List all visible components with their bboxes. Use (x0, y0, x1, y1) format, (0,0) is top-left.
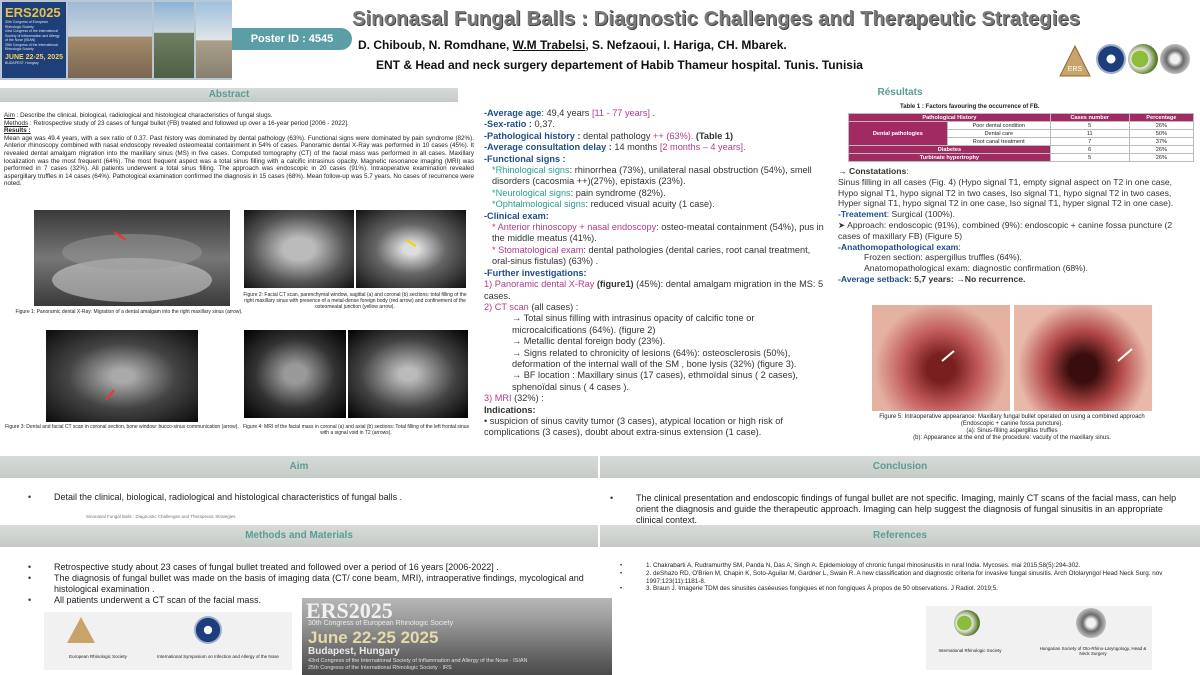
figure-4a-mri (244, 330, 346, 418)
inv2-b: → Metallic dental foreign body (23%). (512, 336, 666, 347)
results-right-column: → Constatations: Sinus filling in all cases (Fig. 4) (Hypo signal T1, empty signal aspect on T2 in one case, Hypo signal T1, hypo signal T2 in two cases, Iso signal T1, hypo signal T2 in two cases, Hyper signal T1, hypo signal T2 in one case, Iso signal T1, hyper signal T2 in one case). -Treatement: Surgical (100%). ➤ Approach: endoscopic (91%), combined (9%): endoscopic + canine fossa puncture (2 cases of maxillary FB) (Figure 5) -Anathomopathological exam: Frozen section: aspergillus truffles (64%). Anatomopathological exam: diagnostic confirmation (68%). -Average setback: 5,7 years: →No recurrence. (838, 166, 1194, 285)
aim-heading: Aim (0, 456, 598, 478)
figure-5-caption: Figure 5: Intraoperative appearance: Maxillary fungal bullet operated on using a combined approach (Endoscopic + canine fossa puncture). (a): Sinus-filling aspergillus truffles (b): Appearance at the end of the procedure: vacuity of the maxillary sinus. (879, 414, 1145, 441)
table-cell-label: Dental care (947, 130, 1050, 138)
logo-caption-isian: International Symposium on Infection and Allergy of the Nose (157, 654, 279, 659)
table-cell-pct: 50% (1129, 130, 1193, 138)
ers-logo-name: ERS2025 (5, 5, 61, 20)
table-cell-pct: 26% (1129, 154, 1193, 162)
hungarian-orl-logo (1160, 44, 1190, 74)
table-cell-label: Poor dental condition (947, 122, 1050, 130)
irs-icon (954, 610, 980, 636)
reference-item: • 1. Chakrabarti A, Rudramurthy SM, Panda N, Das A, Singh A. Epidemiology of chronic fungal rhinosinusitis in rural India. Mycoses. mai 2015;58(5):294-302. (612, 562, 1196, 570)
references-list (612, 562, 1196, 593)
path-table-ref: (Table 1) (693, 130, 734, 141)
table-cell-label: Root canal treatment (947, 138, 1050, 146)
ers-triangle-logo (1058, 44, 1092, 78)
abstract-results-text: Mean age was 49.4 years, with a sex ratio of 0.37. Past history was dominated by dental pathology (63%). Functional signs were dominated by pain syndrome (82%). Anterior rhinoscopy combined with nasal endoscopy revealed osteomeatal containment in 54% of cases. Panoramic dental X-Ray was performed in 10 cases (45%). It revealed dental amalgam migration into the maxillary sinus (MS) in five cases. Computed tomography (CT) of the facial mass was performed in all cases. Maxillary localization was the most frequent (64%). The most frequent aspect was a total sinus filling with a calcific intrasinus opacity. Magnetic resonance imaging (MRI) was performed in 7 cases (32%). All patients underwent a total sinus filling. The approach was endoscopic in 20 cases (91%). Intraoperative examination revealed aspergillary truffles in 14 cases (64%). Pathological examination confirmed the diagnosis in 15 cases (68%). Mean follow-up was 5.7 years. No cases of recurrence were noted. (4, 134, 474, 188)
banner-city: Budapest, Hungary (308, 646, 400, 657)
table-header-history: Pathological History (849, 114, 1051, 122)
delay-range: [2 months – 4 years]. (659, 142, 746, 153)
path-text: dental pathology (580, 130, 654, 141)
age-label: -Average age (484, 108, 542, 118)
reference-item: • 2. deShazo RD, O'Brien M, Chapin K, Soto-Aguilar M, Gardner L, Swain R. A new classification and diagnostic criteria for invasive fungal sinusitis. Arch Otolaryngol Head Neck Surg. nov 1997;123(11):1181-8. (612, 570, 1196, 586)
table-row (849, 146, 1194, 154)
inv2-c: → Signs related to chronicity of lesions (64%): osteosclerosis (50%), deformation of the internal wall of the SM , bone lysis (32%) (figure 3). (512, 347, 797, 369)
irs-logo (1128, 44, 1158, 74)
figure-2-caption: Figure 2: Facial CT scan, parenchymal window, sagittal (a) and coronal (b) sections: total filling of the right maxillary sinus with presence of a metal-dense foreign body (red arrow) and confinement of the osteomeatal junction (yellow arrow). (243, 292, 467, 310)
results-heading: Résultats (877, 87, 923, 98)
rhino-label: *Rhinological signs (492, 165, 570, 176)
abstract-methods-label: Methods (4, 119, 29, 127)
abstract-aim (4, 112, 474, 120)
ophtal-text: : reduced visual acuity (1 case). (585, 199, 715, 210)
inv2-d: → BF location : Maxillary sinus (17 cases), ethmoïdal sinus ( 2 cases), sphenoïdal sinus ( 4 cases ). (512, 370, 798, 392)
delay-label: -Average consultation delay : (484, 142, 612, 153)
aim-text: • Detail the clinical, biological, radiological and histological characteristics of fungal balls . (20, 492, 580, 503)
treatment-label: -Treatement (838, 209, 887, 220)
inv1-text: (45%): dental amalgam migration in the MS: 5 cases. (484, 279, 824, 301)
table-cell-n: 5 (1050, 122, 1129, 130)
functional-label: -Functional signs : (484, 153, 566, 164)
neuro-label: *Neurological signs (492, 187, 571, 198)
table-row (849, 122, 1194, 130)
age-range: [11 - 77 years] (591, 108, 650, 118)
poster-id-badge: Poster ID : 4545 (232, 28, 352, 50)
logo-caption-hungarian: Hungarian Society of Oto-Rhino-Laryngology, Head & Neck Surgery (1039, 646, 1147, 656)
table-cell-n: 7 (1050, 138, 1129, 146)
abstract-results-label: Results : (4, 127, 31, 135)
figure-5b-photo (1014, 305, 1152, 411)
table-cell-pct: 26% (1129, 122, 1193, 130)
exam-stom-text: : dental pathologies (dental caries, root canal treatment, oral-sinus fistulas) (63%) . (492, 244, 811, 267)
table-cell-label: Diabetes (849, 146, 1051, 154)
methods-heading: Methods and Materials (0, 525, 598, 547)
indications-text: • suspicion of sinus cavity tumor (3 cases), atypical location or high risk of complications (3 cases), doubt about extra-sinus extension (1 case). (484, 415, 783, 438)
authors-pre: D. Chiboub, N. Romdhane, (358, 38, 513, 52)
tower-photo (154, 2, 194, 78)
exam-label: -Clinical exam: (484, 210, 549, 221)
ers-triangle-text: ERS (1067, 66, 1083, 73)
parliament-photo (68, 2, 152, 78)
isian-seal-icon (194, 616, 222, 644)
ophtal-label: *Ophtalmological signs (492, 199, 586, 210)
ers-logo-city: BUDAPEST, Hungary (5, 60, 39, 65)
white-arrow-icon (1118, 349, 1132, 361)
inv1-fig: (figure1) (594, 279, 634, 290)
aim-footer: Sinonasal Fungal Balls : Diagnostic Challenges and Therapeutic Strategies (86, 514, 236, 519)
inv2-label: 2) CT scan (484, 301, 529, 312)
abstract-heading: Abstract (0, 88, 458, 102)
banner-line2: 43rd Congress of the International Society of Inflammation and Allergy of the Nose · ISIAN (308, 658, 528, 664)
investigations-label: -Further investigations: (484, 267, 587, 278)
sex-label: -Sex-ratio : (484, 119, 532, 130)
figure-3-ct (46, 330, 198, 422)
table-header-row (849, 114, 1194, 122)
table-row (849, 154, 1194, 162)
indications-label: Indications: (484, 404, 536, 415)
anat-frozen: Frozen section: aspergillus truffles (64%). (864, 252, 1022, 263)
red-arrow-icon (106, 390, 114, 400)
exam-ant-label: * Anterior rhinoscopy + nasal endoscopy (492, 222, 657, 233)
bottom-logos-right (926, 606, 1152, 670)
inv3-text: (32%) : (511, 393, 544, 404)
table-cell-label: Turbinate hypertrophy (849, 154, 1051, 162)
presenting-author: W.M Trabelsi (512, 38, 586, 52)
table-cell-pct: 37% (1129, 138, 1193, 146)
banner-line1: 30th Congress of European Rhinologic Society (308, 620, 454, 627)
ers-logo-line-1: 30th Congress of European Rhinologic Society (5, 20, 48, 29)
figure-4-caption: Figure 4: MRI of the facial mass in coronal (a) and axial (b) sections: Total filling of the left frontal sinus with a signal void in T2 (arrows). (242, 424, 470, 436)
table-cell-n: 6 (1050, 146, 1129, 154)
figure-5a-photo (872, 305, 1010, 411)
approach-text: ➤ Approach: endoscopic (91%), combined (9%): endoscopic + canine fossa puncture (2 cases of maxillary FB) (Figure 5) (838, 219, 1173, 241)
poster-title: Sinonasal Fungal Balls : Diagnostic Challenges and Therapeutic Strategies (352, 8, 1081, 30)
hungarian-orl-icon (1076, 608, 1106, 638)
conclusion-heading: Conclusion (600, 456, 1200, 478)
isian-seal-logo (1096, 44, 1126, 74)
anat-label: -Anathomopathological exam (838, 241, 959, 252)
figure-2a-ct (244, 210, 354, 288)
ers2025-banner (302, 598, 612, 675)
conclusion-text: • The clinical presentation and endoscopic findings of fungal bullet are not specific. Imaging, mainly CT scans of the facial mass, can help orient the diagnosis and guide the therapeutic approach. Imaging can help suggest the diagnosis of fungal sinusitis in an appropriate clinical context. (602, 493, 1192, 526)
table-caption: Table 1 : Factors favouring the occurrence of FB. (900, 104, 1040, 110)
results-middle-column: -Average age: 49,4 years [11 - 77 years] . -Sex-ratio : 0,37. -Pathological history : dental pathology ++ (63%). (Table 1) -Average consultation delay : 14 months [2 months – 4 years]. -Functional signs : *Rhinological signs: rhinorrhea (73%), unilateral nasal obstruction (54%), smell disorders (cacosmia ++)(27%), epistaxis (23%). *Neurological signs: pain syndrome (82%). *Ophtalmological signs: reduced visual acuity (1 case). -Clinical exam: * Anterior rhinoscopy + nasal endoscopy: osteo-meatal containment (54%), pus in the middle meatus (41%). * Stomatological exam: dental pathologies (dental caries, root canal treatment, oral-sinus fistulas) (63%) . -Further investigations: 1) Panoramic dental X-Ray (figure1) (45%): dental amalgam migration in the MS: 5 cases. 2) CT scan (all cases) : → Total sinus filling with intrasinus opacity of calcific tone or microcalcifications (64%). (figure 2) → Metallic dental foreign body (23%). → Signs related to chronicity of lesions (64%): osteosclerosis (50%), deformation of the internal wall of the SM , bone lysis (32%) (figure 3). → BF location : Maxillary sinus (17 cases), ethmoïdal sinus ( 2 cases), sphenoïdal sinus ( 4 cases ). 3) MRI (32%) : Indications: • suspicion of sinus cavity tumor (3 cases), atypical location or high risk of complications (3 cases), doubt about extra-sinus extension (1 case). (484, 108, 824, 438)
setback-label: -Average setback (838, 273, 909, 284)
banner-dates: June 22-25 2025 (308, 628, 439, 647)
ers-logo-line-2: 43rd Congress of the International Society of Inflammation and Allergy of the Nose (ISIAN) (5, 29, 60, 42)
methods-item: • Retrospective study about 23 cases of fungal bullet treated and followed over a period of 16 years [2006-2022] . (20, 562, 590, 573)
table-header-pct: Percentage (1129, 114, 1193, 122)
sex-value: 0,37. (532, 119, 555, 130)
figure-1-xray (34, 210, 230, 306)
methods-item: • All patients underwent a CT scan of the facial mass. (20, 595, 590, 606)
ers-congress-logo (2, 2, 66, 78)
banner-title: ERS2025 (306, 598, 393, 623)
inv2-a: → Total sinus filling with intrasinus opacity of calcific tone or microcalcifications (64%). (figure 2) (512, 313, 755, 335)
age-value: : 49,4 years (541, 108, 592, 118)
exam-stom-label: * Stomatological exam (492, 244, 584, 255)
ers-triangle-icon (66, 616, 96, 644)
constatations-label: → Constatations (838, 166, 907, 176)
path-label: -Pathological history : (484, 130, 581, 141)
authors-post: , S. Nefzaoui, I. Hariga, CH. Mbarek. (585, 38, 787, 52)
authors-line (358, 38, 838, 52)
logo-caption-irs: International Rhinologic Society (938, 648, 1002, 653)
ers-logo-line-3: 25th Congress of the International Rhinologic Society (5, 42, 58, 51)
ers-logo-dates: JUNE 22-25, 2025 (5, 53, 63, 61)
figure-4b-mri (348, 330, 468, 418)
rhino-text: : rhinorrhea (73%), unilateral nasal obstruction (54%), smell disorders (cacosmia ++)(27%), epistaxis (23%). (492, 165, 812, 187)
abstract-aim-label: Aim (4, 112, 15, 119)
white-arrow-icon (942, 351, 954, 361)
figure-2b-ct (356, 210, 466, 288)
inv2-text: (all cases) : (528, 301, 579, 312)
banner-line3: 25th Congress of the International Rhinologic Society · IRS (308, 665, 452, 671)
neuro-text: : pain syndrome (82%). (570, 187, 666, 198)
factors-table (848, 113, 1194, 162)
delay-text: 14 months (611, 142, 660, 153)
figure-1-drawing (34, 210, 230, 306)
table-header-cases: Cases number (1050, 114, 1129, 122)
figure-3-caption: Figure 3: Dental and facial CT scan in coronal section, bone window: bucco-sinus communication (arrow). (5, 424, 239, 430)
affiliation: ENT & Head and neck surgery departement of Habib Thameur hospital. Tunis. Tunisia (376, 58, 863, 72)
bottom-logos-left (44, 612, 292, 670)
setback-text: : 5,7 years: →No recurrence. (908, 273, 1026, 284)
inv3-label: 3) MRI (484, 393, 512, 404)
anat-path: Anatomopathological exam: diagnostic confirmation (68%). (864, 263, 1089, 274)
inv1-label: 1) Panoramic dental X-Ray (484, 279, 595, 290)
yellow-arrow-icon (406, 240, 416, 246)
church-photo (196, 2, 232, 78)
table-cell-pct: 26% (1129, 146, 1193, 154)
abstract-aim-text: : Describe the clinical, biological, radiological and histological characteristics of fungal slugs. (14, 112, 273, 119)
logo-caption-ers: European Rhinologic Society (69, 654, 127, 659)
table-cell-n: 11 (1050, 130, 1129, 138)
exam-ant-text: : osteo-meatal containment (54%), pus in the middle meatus (41%). (492, 222, 824, 244)
abstract-methods-text: : Retrospective study of 23 cases of fungal bullet (FB) treated and followed up over a 16-year period [2006 - 2022]. (28, 119, 349, 127)
table-cell-n: 5 (1050, 154, 1129, 162)
treatment-text: : Surgical (100%). (886, 209, 956, 220)
abstract-body (4, 112, 474, 188)
constatations-text: : Sinus filling in all cases (Fig. 4) (Hypo signal T1, empty signal aspect on T2 in one case, Hypo signal T1, hypo signal T2 in two cases, Iso signal T1, hypo signal T2 in two cases, Hyper signal T1, hypo signal T2 in one case, Iso signal T1, hyper signal T2 in one case). (838, 166, 1174, 209)
table-group-label: Dental pathologies (849, 122, 948, 146)
reference-item: • 3. Braun J. Imagerie TDM des sinusites caséeuses fongiques et non fongiques À propos de 50 observations. J Radiol. 2019;5. (612, 585, 1196, 593)
path-pct: ++ (63%). (653, 130, 694, 141)
methods-item: • The diagnosis of fungal bullet was made on the basis of imaging data (CT/ cone beam, MRI), intraoperative findings, mycological and histological examination . (20, 573, 590, 595)
figure-1-caption: Figure 1: Panoramic dental X-Ray: Migration of a dental amalgam into the right maxillary sinus (arrow). (15, 309, 243, 315)
references-heading: References (600, 525, 1200, 547)
abstract-methods (4, 120, 474, 128)
